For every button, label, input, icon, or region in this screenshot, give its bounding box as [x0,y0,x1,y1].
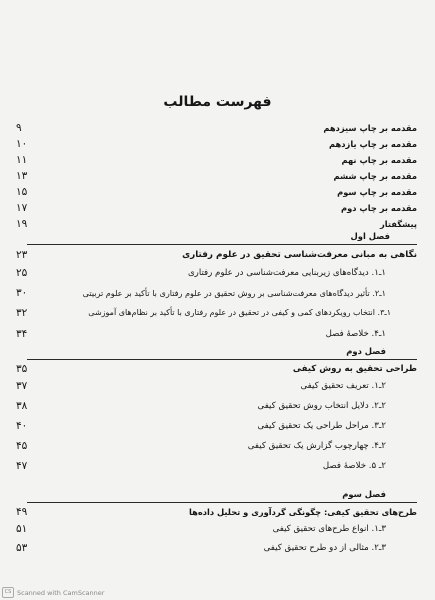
toc-entry [0,418,435,434]
toc-entry [0,184,435,200]
toc-entry-page: ۵۱ [16,523,28,535]
toc-entry [0,200,435,216]
toc-entry [0,398,435,414]
chapter-title: نگاهی به مبانی معرفت‌شناسی تحقیق در علوم رفتاری [182,250,417,260]
toc-entry [0,285,435,301]
toc-entry [0,168,435,184]
toc-entry-page: ۴۷ [16,460,28,472]
page-title: فهرست مطالب [163,94,272,110]
chapter-title: طرح‌های تحقیق کیفی: چگونگی گردآوری و تحلیل داده‌ها [189,507,417,517]
toc-entry-label: ۲ـ۲. دلایل انتخاب روش تحقیق کیفی [257,401,386,411]
toc-entry-label: مقدمه بر چاپ سیزدهم [323,123,417,133]
toc-entry-label: مقدمه بر چاپ یازدهم [329,139,417,149]
chapter-label: فصل دوم [346,346,386,356]
toc-entry-label: ۳ـ۱. انواع طرح‌های تحقیق کیفی [272,524,386,534]
toc-entry [0,152,435,168]
toc-entry-page: ۵۳ [16,542,28,554]
chapter-heading [0,487,435,501]
toc-entry-page: ۳۲ [16,307,28,319]
toc-entry-page: ۲۳ [16,249,28,261]
toc-entry-page: ۴۹ [16,506,28,518]
toc-entry [0,521,435,537]
toc-entry-page: ۴۰ [16,420,28,432]
toc-entry-page: ۲۵ [16,267,28,279]
toc-entry [0,120,435,136]
toc-entry-page: ۹ [16,122,22,134]
scanner-watermark-text: Scanned with CamScanner [17,588,105,597]
toc-entry-label: ۱ـ۲. تأثیر دیدگاه‌های معرفت‌شناسی بر روش تحقیق در علوم رفتاری با تأکید بر علوم تربیتی [82,288,386,298]
toc-entry-label: مقدمه بر چاپ دوم [341,203,417,213]
toc-entry-page: ۳۴ [16,328,28,340]
toc-entry-label: ۲ـ۳. مراحل طراحی یک تحقیق کیفی [257,421,386,431]
toc-entry-label: مقدمه بر چاپ ششم [333,171,417,181]
toc-entry-label: مقدمه بر چاپ نهم [341,155,417,165]
chapter-title-row [0,361,435,377]
toc-entry-label: ۲ـ۴. چهارچوب گزارش یک تحقیق کیفی [247,441,386,451]
toc-entry-label: ۱ـ۳. انتخاب رویکردهای کمی و کیفی در تحقیق در علوم رفتاری با تأکید بر نظام‌های آموزشی [88,308,391,317]
toc-entry-label: ۲ـ ۵. خلاصهٔ فصل [322,461,386,471]
toc-entry-label: ۱ـ۴. خلاصهٔ فصل [325,329,386,339]
chapter-title: طراحی تحقیق به روش کیفی [292,364,417,374]
toc-entry [0,305,435,321]
scanner-watermark [2,587,104,598]
toc-entry [0,540,435,556]
chapter-divider [27,244,417,245]
toc-entry-page: ۳۸ [16,400,28,412]
chapter-divider [27,359,417,360]
chapter-heading [0,344,435,358]
toc-entry-page: ۳۵ [16,363,28,375]
chapter-label: فصل سوم [342,489,386,499]
chapter-divider [27,502,417,503]
toc-entry-label: پیشگفتار [379,219,417,229]
toc-entry-page: ۱۰ [16,138,28,150]
toc-entry-page: ۱۳ [16,170,28,182]
chapter-label: فصل اول [350,231,390,241]
toc-entry-page: ۳۰ [16,287,28,299]
chapter-title-row [0,247,435,263]
toc-entry-label: مقدمه بر چاپ سوم [337,187,417,197]
toc-entry [0,326,435,342]
chapter-heading [0,229,435,243]
toc-entry-label: ۲ـ۱. تعریف تحقیق کیفی [300,381,386,391]
toc-entry-page: ۱۵ [16,186,28,198]
toc-entry [0,378,435,394]
toc-entry [0,265,435,281]
toc-entry-page: ۱۷ [16,202,28,214]
toc-entry-label: ۳ـ۲. مثالی از دو طرح تحقیق کیفی [263,543,386,553]
camscanner-logo-icon: CS [2,587,14,598]
toc-entry-page: ۴۵ [16,440,28,452]
toc-entry-page: ۱۱ [16,154,28,166]
toc-entry-page: ۱۹ [16,218,28,230]
toc-entry-label: ۱ـ۱. دیدگاه‌های زیربنایی معرفت‌شناسی در علوم رفتاری [187,268,386,278]
toc-entry [0,136,435,152]
toc-entry-page: ۳۷ [16,380,28,392]
toc-entry [0,458,435,474]
chapter-title-row [0,504,435,520]
toc-entry [0,438,435,454]
